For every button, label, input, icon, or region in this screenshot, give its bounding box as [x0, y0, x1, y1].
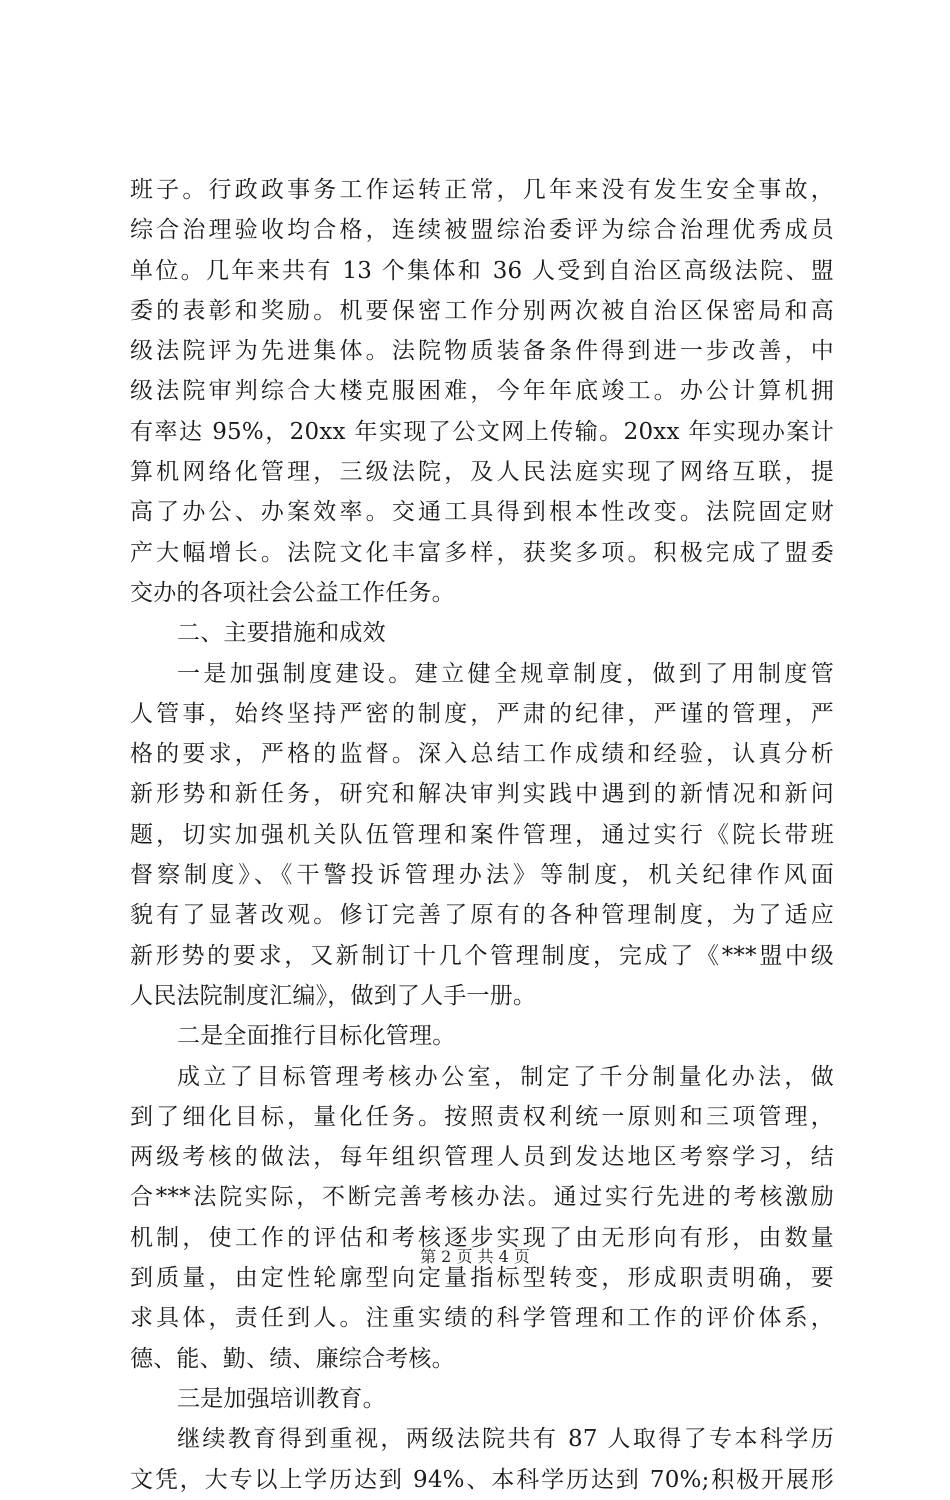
text-line: 文凭，大专以上学历达到 94%、本科学历达到 70%;积极开展形 [130, 1466, 834, 1493]
text-line: 两级考核的做法，每年组织管理人员到发达地区考察学习，结 [130, 1144, 834, 1171]
text-line: 一是加强制度建设。建立健全规章制度，做到了用制度管 [177, 660, 834, 687]
text-line: 二是全面推行目标化管理。 [177, 1023, 456, 1050]
text-line: 德、能、勤、绩、廉综合考核。 [130, 1345, 455, 1372]
text-line: 新形势的要求，又新制订十几个管理制度，完成了《***盟中级 [130, 942, 834, 969]
text-line: 题，切实加强机关队伍管理和案件管理，通过实行《院长带班 [130, 821, 834, 848]
text-line: 算机网络化管理，三级法院，及人民法庭实现了网络互联，提 [130, 459, 834, 486]
text-line: 有率达 95%，20xx 年实现了公文网上传输。20xx 年实现办案计 [130, 418, 834, 445]
text-line: 交办的各项社会公益工作任务。 [130, 579, 455, 606]
text-line: 班子。行政政事务工作运转正常，几年来没有发生安全事故， [130, 177, 834, 203]
text-line: 产大幅增长。法院文化丰富多样，获奖多项。积极完成了盟委 [130, 539, 834, 566]
text-line: 机制，使工作的评估和考核逐步实现了由无形向有形，由数量 [130, 1224, 834, 1251]
text-line: 到了细化目标，量化任务。按照责权利统一原则和三项管理， [130, 1103, 834, 1130]
text-line: 新形势和新任务，研究和解决审判实践中遇到的新情况和新问 [130, 781, 834, 808]
page-footer [0, 1244, 950, 1267]
text-line: 成立了目标管理考核办公室，制定了千分制量化办法，做 [177, 1063, 834, 1090]
text-line: 继续教育得到重视，两级法院共有 87 人取得了专本科学历 [177, 1426, 834, 1453]
text-line: 求具体，责任到人。注重实绩的科学管理和工作的评价体系， [130, 1305, 834, 1332]
text-line: 督察制度》、《干警投诉管理办法》等制度，机关纪律作风面 [130, 862, 834, 889]
document-body [130, 170, 834, 1500]
text-line: 高了办公、办案效率。交通工具得到根本性改变。法院固定财 [130, 499, 834, 526]
text-line: 合***法院实际，不断完善考核办法。通过实行先进的考核激励 [130, 1184, 834, 1211]
text-line: 貌有了显著改观。修订完善了原有的各种管理制度，为了适应 [130, 902, 834, 929]
page-number: 第 2 页 共 4 页 [420, 1247, 530, 1266]
text-line: 委的表彰和奖励。机要保密工作分别两次被自治区保密局和高 [130, 297, 834, 324]
text-line: 综合治理验收均合格，连续被盟综治委评为综合治理优秀成员 [130, 217, 834, 244]
text-line: 三是加强培训教育。 [177, 1385, 386, 1412]
text-line: 级法院评为先进集体。法院物质装备条件得到进一步改善，中 [130, 338, 834, 365]
text-line: 单位。几年来共有 13 个集体和 36 人受到自治区高级法院、盟 [130, 257, 834, 284]
text-line: 格的要求，严格的监督。深入总结工作成绩和经验，认真分析 [130, 741, 834, 768]
text-line: 二、主要措施和成效 [177, 620, 386, 647]
text-line: 人民法院制度汇编》，做到了人手一册。 [130, 982, 537, 1009]
text-line: 级法院审判综合大楼克服困难，今年年底竣工。办公计算机拥 [130, 378, 834, 405]
text-line: 到质量，由定性轮廓型向定量指标型转变，形成职责明确，要 [130, 1265, 834, 1292]
text-line: 人管事，始终坚持严密的制度，严肃的纪律，严谨的管理，严 [130, 700, 834, 727]
